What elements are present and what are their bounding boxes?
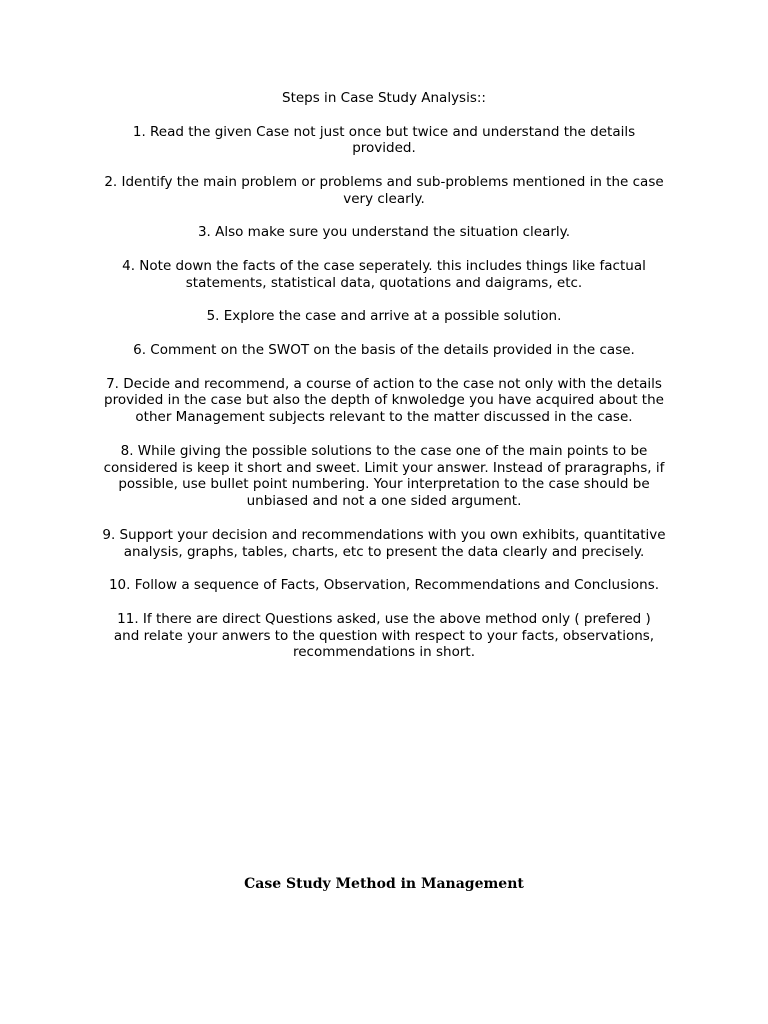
step-10 [100,577,668,594]
step-4 [100,258,668,292]
step-8 [100,443,668,510]
step-text: 11. If there are direct Questions asked, use the above method only ( prefered ) [117,610,651,627]
step-11 [100,611,668,661]
step-text: 5. Explore the case and arrive at a possible solution. [206,308,562,325]
step-9 [100,527,668,561]
step-5 [100,308,668,325]
step-text: 2. Identify the main problem or problems and sub-problems mentioned in the case very clearly. [104,173,664,207]
step-text: 4. Note down the facts of the case seperately. this includes things like factual statements, statistical data, quotations and daigrams, etc. [122,257,646,291]
step-text: 1. Read the given Case not just once but twice and understand the details provided. [132,123,636,157]
document-heading: Steps in Case Study Analysis:: [282,90,486,106]
document-body [100,90,668,678]
step-text: 10. Follow a sequence of Facts, Observation, Recommendations and Conclusions. [108,577,660,594]
step-text: 3. Also make sure you understand the situation clearly. [197,224,571,241]
step-text: 9. Support your decision and recommendations with you own exhibits, quantitative analysis, graphs, tables, charts, etc to present the data clearly and precisely. [102,526,666,560]
step-2 [100,174,668,208]
step-text-continued: and relate your anwers to the question with respect to your facts, observations, recommendations in short. [113,627,655,661]
step-text: 7. Decide and recommend, a course of action to the case not only with the details provided in the case but also the depth of knwoledge you have acquired about the other Management subjects relevant to the matter discussed in the case. [104,375,664,426]
step-text: 8. While giving the possible solutions to the case one of the main points to be considered is keep it short and sweet. Limit your answer. Instead of praragraphs, if possible, use bullet point numbering. Your interpretation to the case should be unbiased and not a one sided argument. [103,442,665,510]
step-1 [100,124,668,158]
footer-title: Case Study Method in Management [244,876,524,892]
step-text: 6. Comment on the SWOT on the basis of the details provided in the case. [133,341,635,358]
step-7 [100,376,668,426]
step-6 [100,342,668,359]
step-3 [100,224,668,241]
